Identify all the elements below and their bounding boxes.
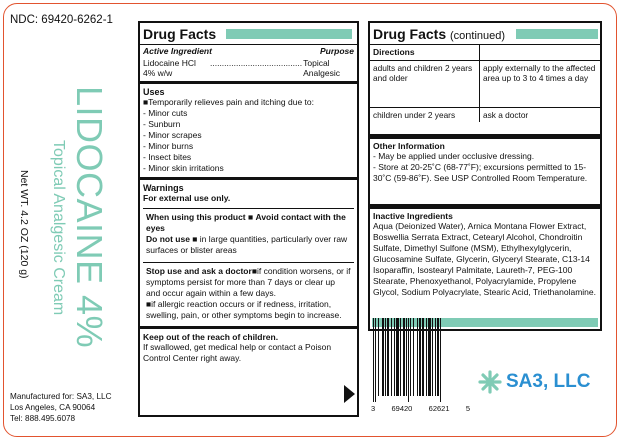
barcode-bar: [419, 318, 421, 396]
barcode-bar: [417, 318, 418, 396]
drug-facts-title: Drug Facts: [143, 26, 217, 42]
keep-out-text: If swallowed, get medical help or contact a Poison Control Center right away.: [143, 342, 332, 363]
barcode-bar: [400, 318, 401, 396]
when-using-label: When using this product: [146, 212, 246, 222]
warnings-header: Warnings: [143, 183, 184, 193]
active-ingredient: Lidocaine HCl 4% w/w: [143, 58, 196, 78]
active-purpose-header: [140, 44, 357, 57]
drug-facts-continued-panel: [368, 21, 602, 136]
stop-use-label: Stop use and ask a doctor: [146, 266, 252, 276]
stop-use-text-2: if allergic reaction occurs or if redness, irritation, swelling, pain, or other symptoms begin to increase.: [146, 299, 342, 320]
barcode-bar: [385, 318, 386, 396]
barcode-bar: [373, 318, 374, 402]
barcode-bar: [378, 318, 379, 396]
stop-use-section: [143, 262, 354, 324]
stop-use-text: if condition worsens, or if symptoms persist for more than 7 days or clear up and occur again within a few days.: [146, 266, 351, 298]
barcode-bar: [408, 318, 409, 402]
manufacturer-line2: Los Angeles, CA 90064: [10, 403, 96, 412]
inactive-header: Inactive Ingredients: [373, 211, 453, 221]
active-ingredient-row: [140, 57, 357, 81]
barcode-digits: [371, 404, 470, 413]
manufacturer-line3: Tel: 888.495.6078: [10, 414, 76, 423]
inactive-text: Aqua (Deionized Water), Arnica Montana Flower Extract, Boswellia Serrata Extract, Cetearyl Alcohol, Chondroitin Sulfate, Dimethyl Sulfone (MSM), Ethylhexylglycerin, Glucosamine Sulfate, Glycerin, Glyceryl Stearate, C13-14 Isoparaffin, Isostearyl Palmitate, Laureth-7, PEG-100 Stearate, Phenoxyethanol, Polyacrylamide, Propylene Glycol, Sodium Polyacrylate, Stearic Acid, Triethanolamine.: [373, 221, 596, 297]
other-info-2: - Store at 20-25˚C (68-77˚F); excursions permitted to 15-30˚C (59-86˚F). See USP Controlled Room Temperature.: [373, 162, 588, 183]
barcode-bar: [387, 318, 389, 396]
company-logo: [478, 370, 590, 394]
do-not-use-line: Do not use ■ in large quantities, particularly over raw surfaces or blister areas: [146, 234, 348, 255]
asterisk-icon: [478, 370, 502, 394]
barcode-bar: [406, 318, 407, 396]
net-weight: Net WT. 4.2 OZ (120 g): [18, 170, 30, 279]
directions-header: Directions: [370, 45, 480, 61]
ndc-number: NDC: 69420-6262-1: [10, 14, 113, 26]
inactive-ingredients-panel: [368, 206, 602, 331]
accent-bar: [516, 29, 598, 39]
continued-label: (continued): [450, 30, 506, 42]
continue-arrow-icon: [344, 385, 355, 403]
barcode-bar: [432, 318, 433, 396]
brand-subtitle: Topical Analgesic Cream: [50, 140, 67, 316]
manufacturer-info: [10, 391, 112, 424]
brand-name: LIDOCAINE 4%: [69, 86, 110, 349]
other-info-panel: [368, 136, 602, 206]
manufacturer-line1: Manufactured for: SA3, LLC: [10, 392, 112, 401]
avoid-contact: Avoid contact with the eyes: [146, 212, 346, 233]
keep-out-header: Keep out of the reach of children.: [143, 332, 279, 342]
drug-facts-panel: [138, 21, 359, 417]
uses-item: - Sunburn: [143, 119, 181, 129]
uses-item: - Minor burns: [143, 141, 194, 151]
barcode-bar: [403, 318, 405, 396]
directions-who: children under 2 years: [370, 107, 480, 122]
barcode: [371, 318, 470, 413]
external-use-warning: For external use only.: [143, 193, 231, 203]
barcode-bar: [410, 318, 411, 396]
barcode-bar: [391, 318, 392, 396]
table-row: [370, 45, 600, 61]
table-row: [370, 107, 600, 122]
barcode-group-1: 69420: [391, 404, 413, 413]
barcode-bar: [382, 318, 384, 396]
barcode-bar: [426, 318, 427, 396]
when-using-section: [143, 208, 354, 259]
warnings-section: [140, 177, 357, 205]
barcode-bar: [394, 318, 395, 396]
table-row: [370, 60, 600, 107]
stop-use-line: Stop use and ask a doctor■if condition worsens, or if symptoms persist for more than 7 days or clear up and occur again within a few days.: [146, 266, 351, 298]
barcode-bar: [375, 318, 376, 402]
barcode-bar: [440, 318, 441, 402]
drug-facts-continued-header: [370, 23, 600, 44]
empty-cell: [480, 45, 601, 61]
stop-use-line-2: ■if allergic reaction occurs or if redness, irritation, swelling, pain, or other symptoms begin to increase.: [146, 299, 342, 320]
do-not-use-text: in large quantities, particularly over raw surfaces or blister areas: [146, 234, 348, 255]
barcode-bars: [371, 318, 470, 402]
directions-table: [370, 44, 600, 122]
drug-facts-header: [140, 23, 357, 44]
dot-leader: .......................................: [210, 58, 303, 68]
keep-out-section: [140, 326, 357, 364]
directions-what: ask a doctor: [480, 107, 601, 122]
barcode-group-2: 62621: [428, 404, 450, 413]
uses-intro-line: ■Temporarily relieves pain and itching due to:: [143, 97, 314, 107]
uses-item: - Minor scrapes: [143, 130, 202, 140]
active-ingredient-header: Active Ingredient: [143, 46, 212, 56]
barcode-bar: [413, 318, 414, 396]
purpose: Topical Analgesic: [303, 58, 340, 78]
when-using-line: When using this product ■ Avoid contact with the eyes: [146, 212, 346, 233]
barcode-bar: [435, 318, 436, 396]
barcode-digit-left: 3: [371, 404, 376, 413]
directions-who: adults and children 2 years and older: [370, 60, 480, 107]
uses-item: - Minor skin irritations: [143, 163, 224, 173]
barcode-bar: [428, 318, 431, 396]
other-info-header: Other Information: [373, 141, 445, 151]
drug-facts-continued-title: Drug Facts: [373, 26, 447, 42]
uses-section: [140, 81, 357, 177]
uses-header: Uses: [143, 87, 165, 97]
uses-item: - Minor cuts: [143, 108, 188, 118]
uses-item: - Insect bites: [143, 152, 192, 162]
barcode-bar: [437, 318, 439, 396]
logo-text: SA3, LLC: [506, 371, 591, 392]
barcode-bar: [396, 318, 399, 396]
uses-intro: Temporarily relieves pain and itching due to:: [148, 97, 314, 107]
purpose-header: Purpose: [319, 46, 354, 56]
do-not-use-label: Do not use: [146, 234, 190, 244]
barcode-bar: [422, 318, 424, 396]
barcode-digit-right: 5: [465, 404, 470, 413]
directions-what: apply externally to the affected area up to 3 to 4 times a day: [480, 60, 601, 107]
other-info-1: - May be applied under occlusive dressing.: [373, 151, 535, 161]
accent-bar: [226, 29, 352, 39]
